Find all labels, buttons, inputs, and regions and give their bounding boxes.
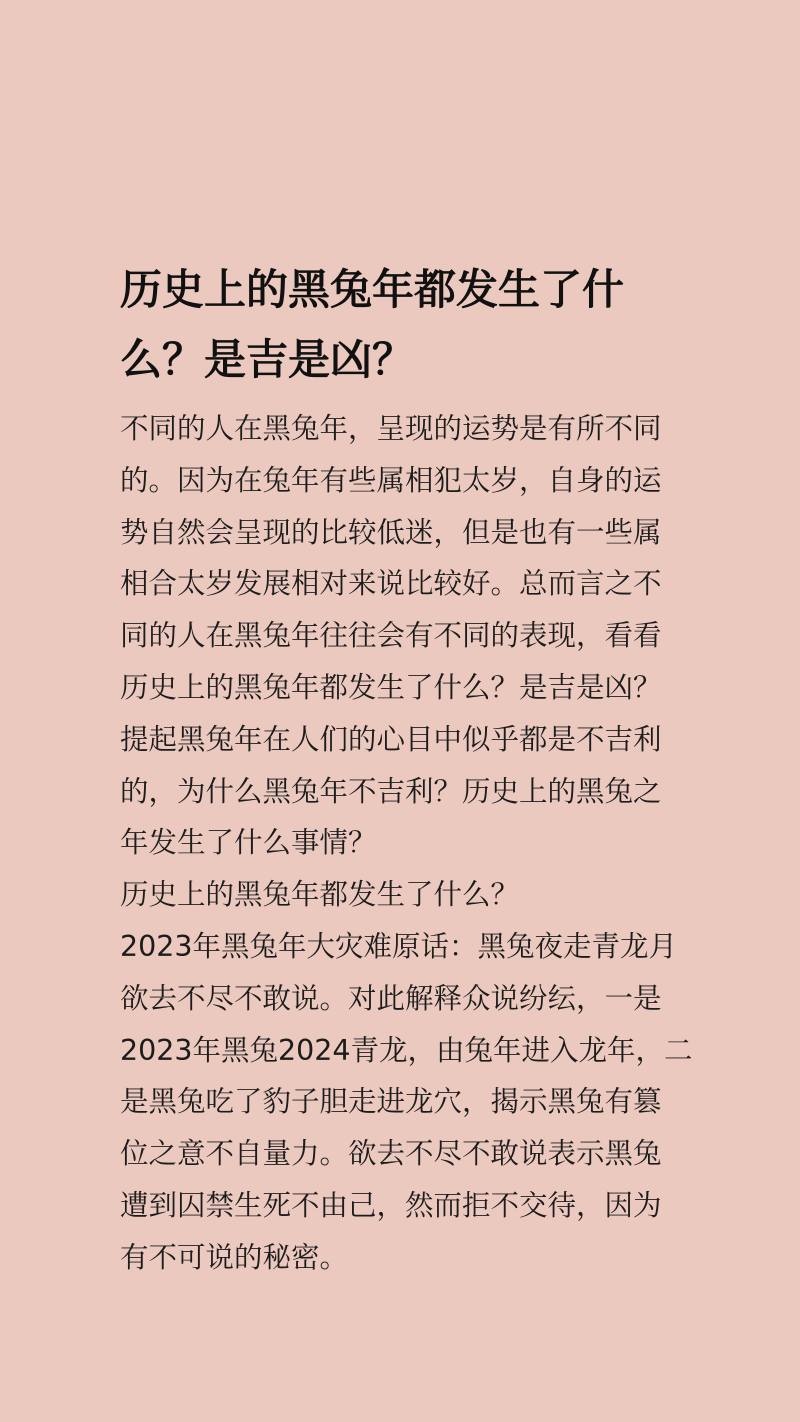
body-line: 年发生了什么事情？ bbox=[120, 826, 377, 860]
body-line: 欲去不尽不敢说。对此解释众说纷纭，一是 bbox=[120, 981, 662, 1015]
body-line: 相合太岁发展相对来说比较好。总而言之不 bbox=[120, 567, 662, 601]
body-line: 位之意不自量力。欲去不尽不敢说表示黑兔 bbox=[120, 1137, 662, 1171]
body-line: 同的人在黑兔年往往会有不同的表现，看看 bbox=[120, 619, 662, 653]
body-line: 2023年黑兔年大灾难原话：黑兔夜走青龙月 bbox=[120, 929, 678, 963]
body-line: 提起黑兔年在人们的心目中似乎都是不吉利 bbox=[120, 722, 662, 756]
article bbox=[120, 255, 693, 1284]
body-line: 遭到囚禁生死不由己，然而拒不交待，因为 bbox=[120, 1188, 662, 1222]
article-body bbox=[120, 403, 693, 1284]
body-line: 势自然会呈现的比较低迷，但是也有一些属 bbox=[120, 515, 662, 549]
title-line: 么？是吉是凶？ bbox=[120, 335, 415, 384]
body-line: 是黑兔吃了豹子胆走进龙穴，揭示黑兔有篡 bbox=[120, 1085, 662, 1119]
body-line: 的，为什么黑兔年不吉利？历史上的黑兔之 bbox=[120, 774, 662, 808]
body-line: 历史上的黑兔年都发生了什么？是吉是凶？ bbox=[120, 670, 662, 704]
body-line: 历史上的黑兔年都发生了什么？ bbox=[120, 878, 520, 912]
body-line: 有不可说的秘密。 bbox=[120, 1240, 349, 1274]
article-title bbox=[120, 255, 680, 395]
title-line: 历史上的黑兔年都发生了什 bbox=[120, 265, 625, 314]
body-line: 2023年黑兔2024青龙，由兔年进入龙年，二 bbox=[120, 1033, 693, 1067]
body-line: 不同的人在黑兔年，呈现的运势是有所不同 bbox=[120, 412, 662, 445]
body-line: 的。因为在兔年有些属相犯太岁，自身的运 bbox=[120, 463, 662, 497]
